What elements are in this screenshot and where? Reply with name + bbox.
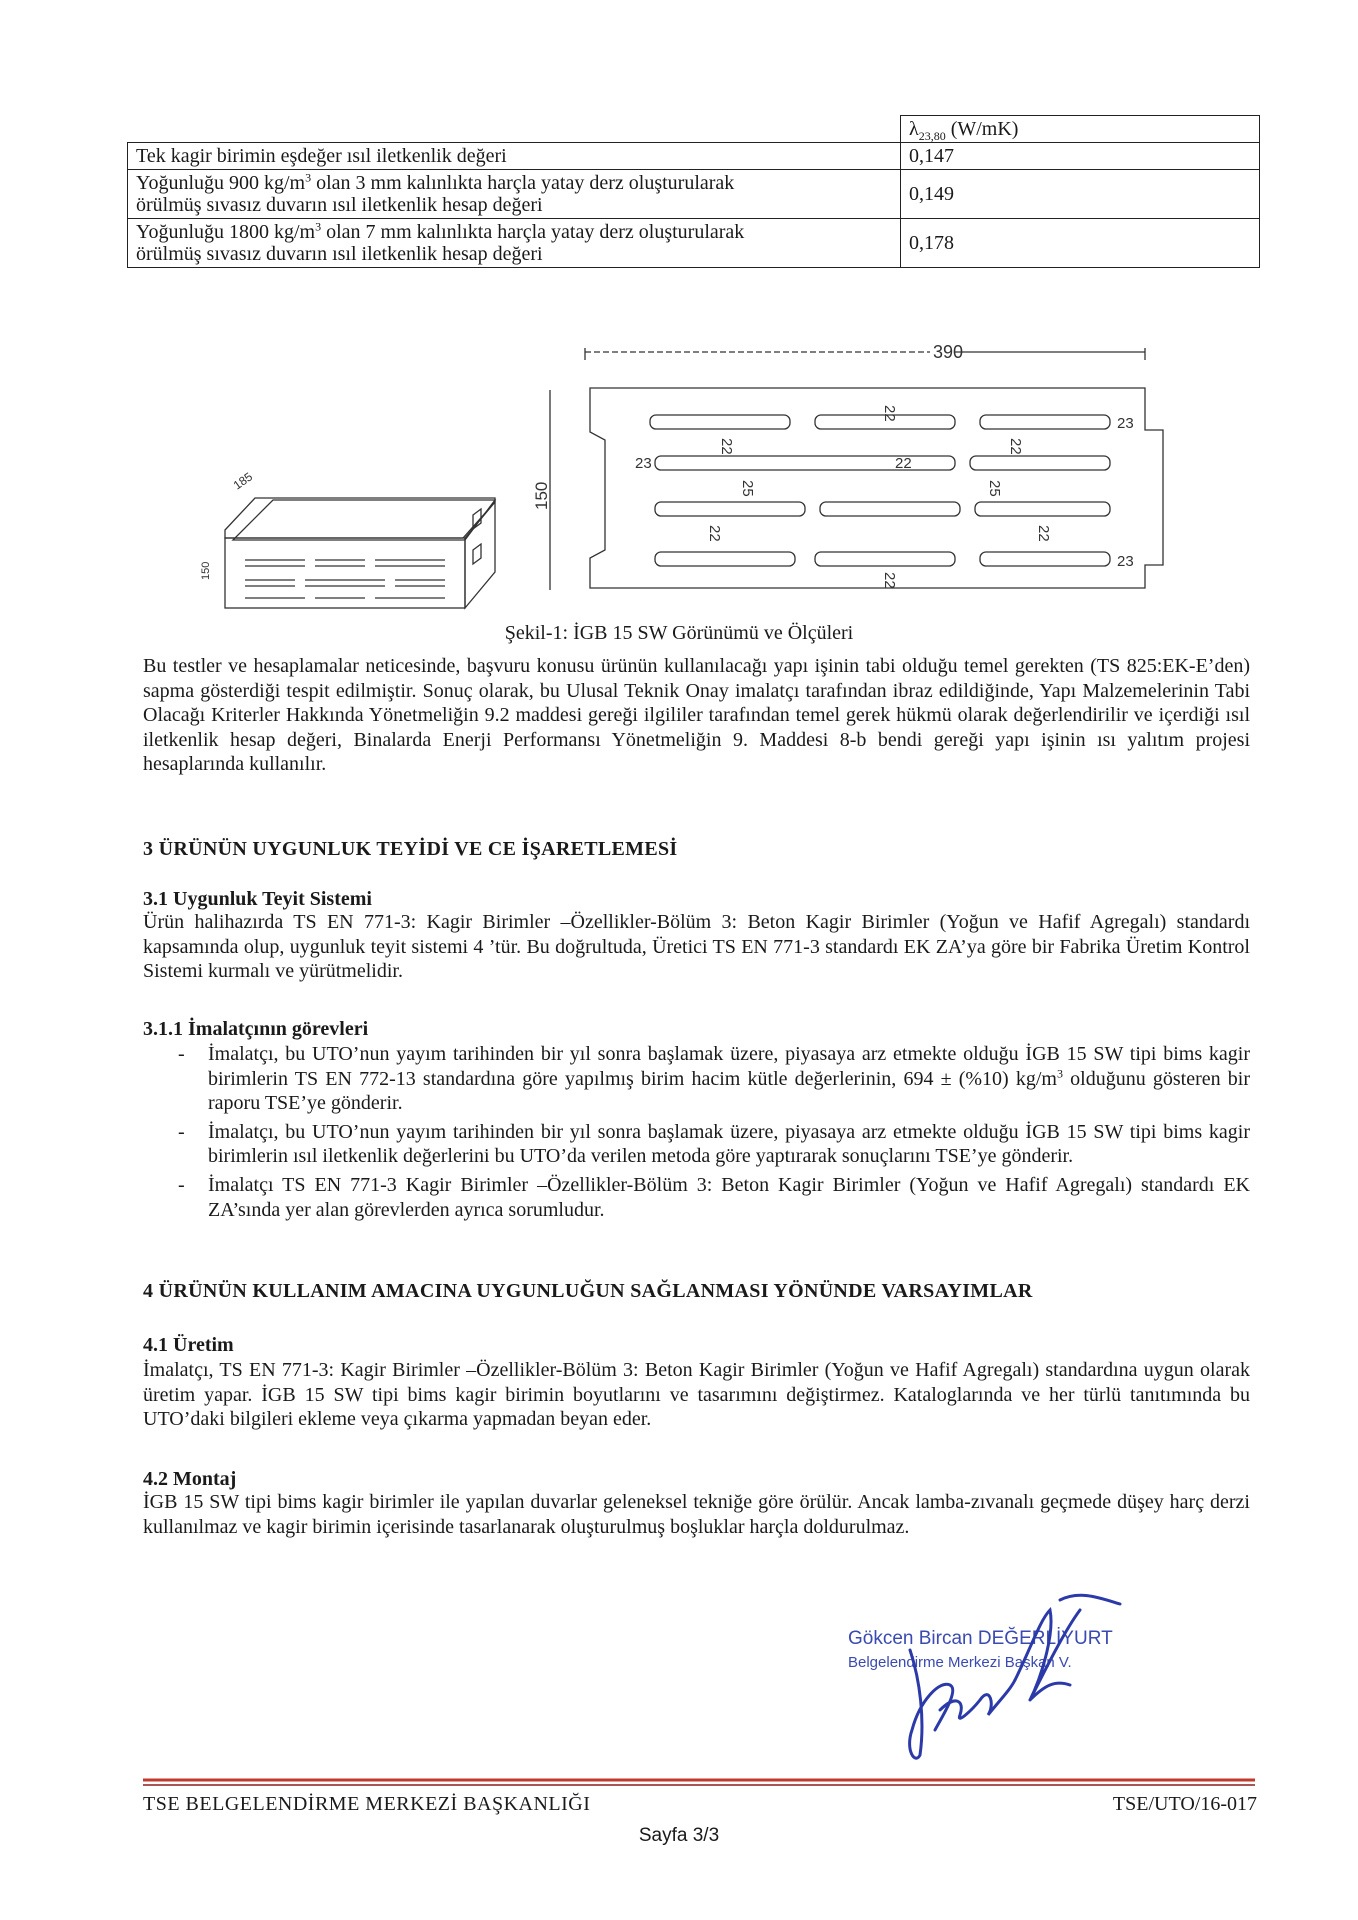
label-part: Yoğunluğu 1800 kg/m [136, 221, 316, 243]
section-3-1-1-title: 3.1.1 İmalatçının görevleri [143, 1018, 369, 1040]
section-4-2-title: 4.2 Montaj [143, 1468, 237, 1490]
footer-organization: TSE BELGELENDİRME MERKEZİ BAŞKANLIĞI [143, 1793, 591, 1815]
bullet-dash: - [178, 1173, 185, 1196]
dim-23-label: 23 [1117, 415, 1134, 432]
section-3-title: 3 ÜRÜNÜN UYGUNLUK TEYİDİ VE CE İŞARETLEMESİ [143, 838, 678, 860]
section-4-1-text: İmalatçı, TS EN 771-3: Kagir Birimler –Özellikler-Bölüm 3: Beton Kagir Birimler (Yoğun ve Hafif Agregalı) standardına uygun olarak üretim yapar. İGB 15 SW tipi bims kagir birimin boyutlarını ve tasarımını değiştirmez. Kataloglarında ve her türlü tanıtımında bu UTO’daki bilgileri ekleme veya çıkarma yapmadan beyan eder. [143, 1359, 1250, 1431]
dim-23-label: 23 [1117, 553, 1134, 570]
superscript: 3 [1056, 1065, 1063, 1080]
signature [880, 1590, 1140, 1765]
label-part: olan 3 mm kalınlıkta harçla yatay derz oluşturularak [311, 172, 735, 194]
dim-185-label: 185 [230, 469, 256, 493]
table-header-row [128, 116, 1260, 143]
dim-width-label: 390 [933, 342, 964, 362]
plan-view [532, 342, 1163, 590]
label-part: olan 7 mm kalınlıkta harçla yatay derz oluşturularak [321, 221, 745, 243]
table-row [128, 219, 1260, 268]
table-cell-label [128, 170, 901, 219]
section-3-1-title: 3.1 Uygunluk Teyit Sistemi [143, 888, 372, 910]
stamp-title: Belgelendirme Merkezi Başkan V. [848, 1654, 1072, 1671]
dim-23-label: 23 [635, 455, 652, 472]
footer-rule [143, 1778, 1255, 1788]
table-row [128, 143, 1260, 170]
dim-22-label: 22 [881, 572, 898, 589]
table-row [128, 170, 1260, 219]
label-part: örülmüş sıvasız duvarın ısıl iletkenlik hesap değeri [136, 243, 543, 265]
section-3-1-text: Ürün halihazırda TS EN 771-3: Kagir Birimler –Özellikler-Bölüm 3: Beton Kagir Birimler (Yoğun ve Hafif Agregalı) standardı kapsamında olup, uygunluk teyit sistemi 4 ’tür. Bu doğrultuda, Üretici TS EN 771-3 standardı EK ZA’ya göre bir Fabrika Üretim Kontrol Sistemi kurmalı ve yürütmelidir. [143, 911, 1250, 983]
dim-22-label: 22 [895, 455, 912, 472]
dim-25-label: 25 [739, 480, 756, 497]
page-number: Sayfa 3/3 [638, 1825, 720, 1846]
thermal-conductivity-table [127, 115, 1260, 268]
intro-paragraph: Bu testler ve hesaplamalar neticesinde, başvuru konusu ürünün kullanılacağı yapı işinin tabi olduğu temel gerekten (TS 825:EK-E’den) sapma gösterdiği tespit edilmiştir. Sonuç olarak, bu Ulusal Teknik Onay imalatçı tarafından ibraz edildiğinde, Yapı Malzemelerinin Tabi Olacağı Kriterler Hakkında Yönetmeliğin 9.2 maddesi gereği ilgililer tarafından temel gerek hükmü olarak değerlendirilir ve içerdiği ısıl iletkenlik hesap değeri, Binalarda Enerji Performansı Yönetmeliğin 9. Maddesi 8-b bendi gereği yapı işinin ısı yalıtım projesi hesaplarında kullanılır. [143, 655, 1250, 776]
table-cell-value: 0,149 [901, 170, 1260, 219]
list-item-text: İmalatçı, bu UTO’nun yayım tarihinden bir yıl sonra başlamak üzere, piyasaya arz etmekte olduğu İGB 15 SW tipi bims kagir birimlerin TS EN 772-13 standardına göre yapılmış birim hacim kütle değerlerinin, 694 ± (%10) kg/m [208, 1043, 1250, 1090]
list-item-text: olduğunu gösteren bir raporu TSE’ye gönderir. [208, 1067, 1250, 1115]
dim-22-label: 22 [718, 438, 735, 455]
isometric-block-view [200, 460, 495, 608]
footer-doc-code: TSE/UTO/16-017 [1112, 1793, 1257, 1815]
list-item [178, 1042, 1250, 1116]
dim-22-label: 22 [706, 525, 723, 542]
dim-25-label: 25 [986, 480, 1003, 497]
table-header-empty-cell [128, 116, 901, 143]
list-item-text: İmalatçı TS EN 771-3 Kagir Birimler –Özellikler-Bölüm 3: Beton Kagir Birimler (Yoğun ve Hafif Agregalı) standardı EK ZA’sında yer alan görevlerden ayrıca sorumludur. [208, 1173, 1250, 1221]
dim-22-label: 22 [1035, 525, 1052, 542]
dim-22-label: 22 [1007, 438, 1024, 455]
dim-150-small-label: 150 [200, 561, 212, 580]
bullet-dash: - [178, 1043, 185, 1065]
list-item [178, 1120, 1250, 1169]
list-item-text: İmalatçı, bu UTO’nun yayım tarihinden bir yıl sonra başlamak üzere, piyasaya arz etmekte olduğu İGB 15 SW tipi bims kagir birimlerin ısıl iletkenlik değerlerini bu UTO’da verilen metoda göre yaptırarak sonuçlarını TSE’ye gönderir. [208, 1120, 1250, 1168]
section-4-1-title: 4.1 Üretim [143, 1334, 234, 1356]
label-part: örülmüş sıvasız duvarın ısıl iletkenlik hesap değeri [136, 194, 543, 216]
superscript: 3 [305, 170, 312, 185]
table-cell-value: 0,178 [901, 219, 1260, 268]
table-cell-label [128, 219, 901, 268]
superscript: 3 [315, 219, 322, 234]
dim-height-label: 150 [532, 481, 551, 510]
list-item [178, 1173, 1250, 1222]
stamp-name: Gökcen Bircan DEĞERLİYURT [848, 1628, 1113, 1649]
section-4-2-text: İGB 15 SW tipi bims kagir birimler ile yapılan duvarlar geleneksel tekniğe göre örülür. Ancak lamba-zıvanalı geçmede düşey harç derzi kullanılmaz ve kagir birimin içerisinde tasarlanarak oluşturulmuş boşluklar harçla doldurulmaz. [143, 1491, 1250, 1538]
dim-22-label: 22 [881, 405, 898, 422]
section-4-title: 4 ÜRÜNÜN KULLANIM AMACINA UYGUNLUĞUN SAĞLANMASI YÖNÜNDE VARSAYIMLAR [143, 1280, 1033, 1302]
label-part: Yoğunluğu 900 kg/m [136, 172, 306, 194]
block-drawing [195, 330, 1185, 620]
table-cell-value: 0,147 [901, 143, 1260, 170]
figure-caption: Şekil-1: İGB 15 SW Görünümü ve Ölçüleri [504, 622, 854, 644]
table-header-unit: $\lambda_{23,80}$ (W/mK) [901, 116, 1260, 143]
duties-list [178, 1042, 1250, 1226]
bullet-dash: - [178, 1120, 185, 1143]
table-cell-label: Tek kagir birimin eşdeğer ısıl iletkenlik değeri [128, 143, 901, 170]
